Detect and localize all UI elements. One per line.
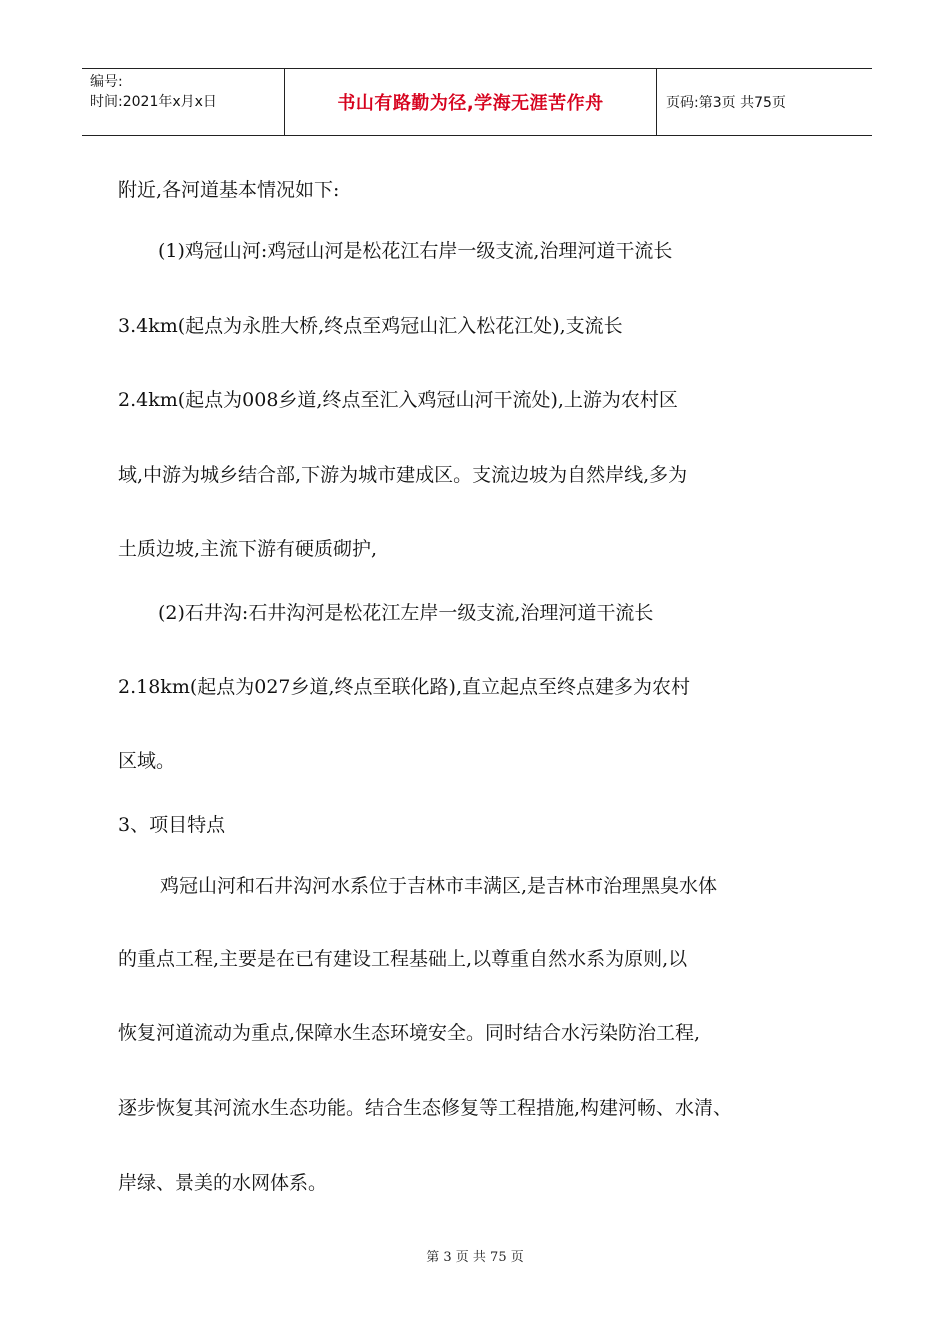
header-motto: 书山有路勤为径,学海无涯苦作舟 <box>337 93 604 114</box>
body-line: 3.4km(起点为永胜大桥,终点至鸡冠山汇入松花江处),支流长 <box>118 315 623 337</box>
section-heading: 3、项目特点 <box>118 814 226 836</box>
body-line: 区域。 <box>118 750 176 772</box>
body-line: 域,中游为城乡结合部,下游为城市建成区。支流边坡为自然岸线,多为 <box>118 464 688 486</box>
page-footer <box>0 1246 950 1265</box>
body-line: (1)鸡冠山河:鸡冠山河是松花江右岸一级支流,治理河道干流长 <box>158 240 673 262</box>
page-footer-text: 第 3 页 共 75 页 <box>426 1250 524 1265</box>
body-line: 恢复河道流动为重点,保障水生态环境安全。同时结合水污染防治工程, <box>118 1022 701 1044</box>
body-line: 土质边坡,主流下游有硬质砌护, <box>118 538 378 560</box>
body-line: 的重点工程,主要是在已有建设工程基础上,以尊重自然水系为原则,以 <box>118 948 688 970</box>
header-meta <box>90 72 217 112</box>
body-line: 附近,各河道基本情况如下: <box>118 179 340 201</box>
body-line: 逐步恢复其河流水生态功能。结合生态修复等工程措施,构建河畅、水清、 <box>118 1097 733 1119</box>
body-line: 2.18km(起点为027乡道,终点至联化路),直立起点至终点建多为农村 <box>118 676 691 698</box>
document-time-label: 时间:2021年x月x日 <box>90 94 217 110</box>
body-line: 鸡冠山河和石井沟河水系位于吉林市丰满区,是吉林市治理黑臭水体 <box>160 875 718 897</box>
body-line: (2)石井沟:石井沟河是松花江左岸一级支流,治理河道干流长 <box>158 602 654 624</box>
body-line: 2.4km(起点为008乡道,终点至汇入鸡冠山河干流处),上游为农村区 <box>118 389 678 411</box>
page-header <box>82 68 872 136</box>
document-number-label: 编号: <box>90 74 123 90</box>
body-line: 岸绿、景美的水网体系。 <box>118 1172 328 1194</box>
header-divider-right <box>656 68 657 136</box>
header-page-info: 页码:第3页 共75页 <box>666 95 786 111</box>
